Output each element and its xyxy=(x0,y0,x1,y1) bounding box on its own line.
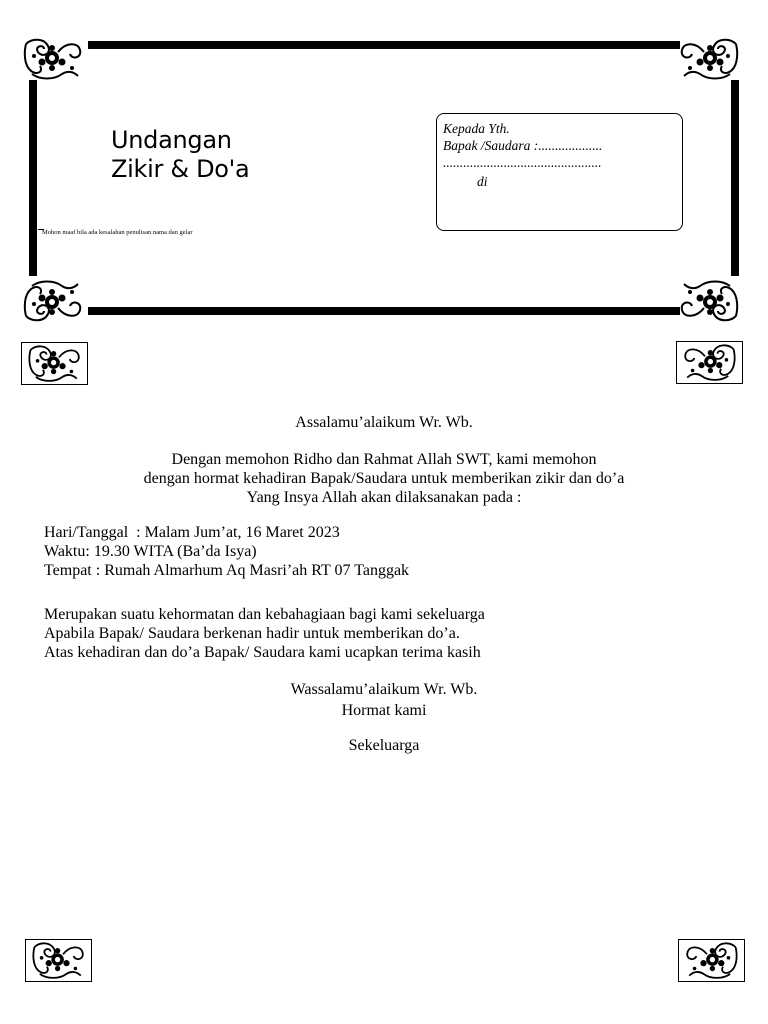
floral-ornament-icon xyxy=(21,342,88,385)
farewell: Wassalamu’alaikum Wr. Wb. xyxy=(290,681,478,698)
address-line-3: ............................................... xyxy=(443,155,602,170)
intro-line-3: Yang Insya Allah akan dilaksanakan pada : xyxy=(246,489,522,506)
signature: Sekeluarga xyxy=(348,737,420,754)
title-line-2: Zikir & Do'a xyxy=(111,155,250,183)
frame-bottom-border xyxy=(88,307,680,315)
floral-corner-ornament-icon xyxy=(22,36,84,82)
intro-paragraph xyxy=(0,450,768,507)
event-place: Tempat : Rumah Almarhum Aq Masri’ah RT 07 Tanggak xyxy=(44,562,410,579)
address-line-1: Kepada Yth. xyxy=(443,121,510,136)
closing-paragraph xyxy=(44,605,485,662)
floral-corner-ornament-icon xyxy=(678,278,740,324)
address-line-2: Bapak /Saudara :................... xyxy=(443,138,603,153)
closing-line-3: Atas kehadiran dan do’a Bapak/ Saudara kami ucapkan terima kasih xyxy=(44,644,481,661)
intro-line-2: dengan hormat kehadiran Bapak/Saudara untuk memberikan zikir dan do’a xyxy=(143,470,625,487)
event-date: Hari/Tanggal : Malam Jum’at, 16 Maret 2023 xyxy=(44,524,340,541)
greeting: Assalamu’alaikum Wr. Wb. xyxy=(295,414,473,431)
floral-ornament-icon xyxy=(678,939,745,982)
closing-line-2: Apabila Bapak/ Saudara berkenan hadir untuk memberikan do’a. xyxy=(44,625,460,642)
event-time: Waktu: 19.30 WITA (Ba’da Isya) xyxy=(44,543,257,560)
invitation-title xyxy=(111,126,249,184)
floral-ornament-icon xyxy=(676,341,743,384)
title-line-1: Undangan xyxy=(111,126,232,154)
floral-ornament-icon xyxy=(25,939,92,982)
apology-note: Mohon maaf bila ada kesalahan penulisan nama dan gelar xyxy=(42,229,193,236)
frame-top-border xyxy=(88,41,680,49)
floral-corner-ornament-icon xyxy=(22,278,84,324)
frame-right-border xyxy=(731,80,739,276)
frame-left-border xyxy=(29,80,37,276)
floral-corner-ornament-icon xyxy=(678,36,740,82)
intro-line-1: Dengan memohon Ridho dan Rahmat Allah SWT, kami memohon xyxy=(171,451,597,468)
closing-line-1: Merupakan suatu kehormatan dan kebahagiaan bagi kami sekeluarga xyxy=(44,606,485,623)
event-details xyxy=(44,523,409,580)
regards: Hormat kami xyxy=(341,702,427,719)
address-box xyxy=(436,113,683,231)
address-line-4: di xyxy=(477,174,488,189)
